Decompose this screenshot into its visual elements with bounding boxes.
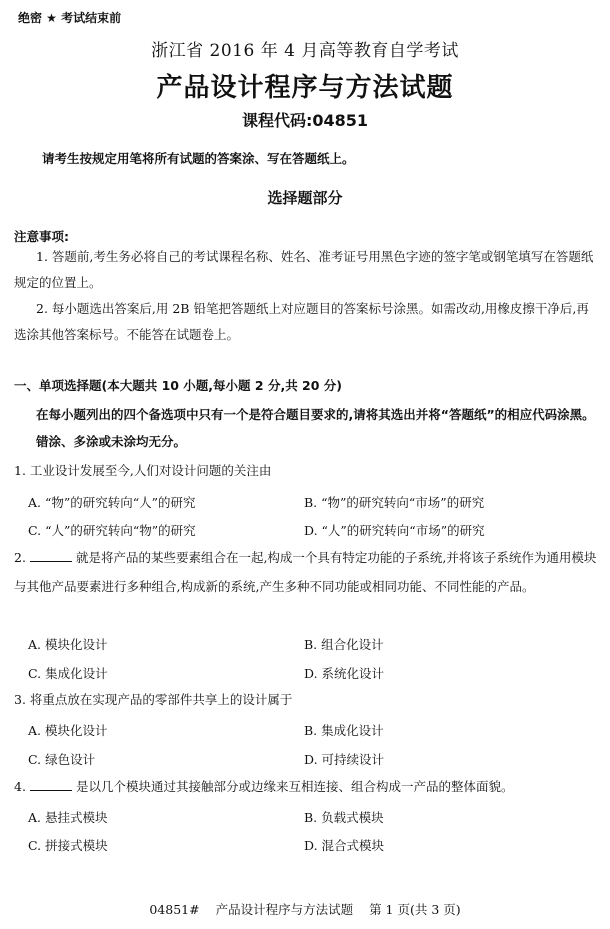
course-code: 课程代码:04851 bbox=[241, 111, 369, 130]
footer-page: 第 1 页(共 3 页) bbox=[369, 902, 461, 917]
section-title: 一、单项选择题(本大题共 10 小题,每小题 2 分,共 20 分) bbox=[14, 378, 343, 393]
question-2-option-b: B. 组合化设计 bbox=[304, 637, 384, 652]
question-1-option-c: C. “人”的研究转向“物”的研究 bbox=[28, 523, 196, 538]
question-2-option-d: D. 系统化设计 bbox=[304, 666, 385, 681]
question-4-stem bbox=[14, 772, 600, 801]
answer-blank bbox=[30, 778, 72, 791]
question-2-option-c: C. 集成化设计 bbox=[28, 666, 108, 681]
question-4-option-b: B. 负载式模块 bbox=[304, 810, 384, 825]
section-instruction: 在每小题列出的四个备选项中只有一个是符合题目要求的,请将其选出并将“答题纸”的相应代码涂黑。错涂、多涂或未涂均无分。 bbox=[36, 407, 595, 449]
question-4-number: 4. bbox=[14, 779, 26, 794]
question-3-option-d: D. 可持续设计 bbox=[304, 752, 385, 767]
question-1-option-a: A. “物”的研究转向“人”的研究 bbox=[28, 495, 196, 510]
question-1-stem: 1. 工业设计发展至今,人们对设计问题的关注由 bbox=[14, 463, 272, 478]
paper-title: 产品设计程序与方法试题 bbox=[156, 73, 454, 103]
question-4-option-d: D. 混合式模块 bbox=[304, 838, 385, 853]
question-2-option-a: A. 模块化设计 bbox=[28, 637, 108, 652]
footer-code: 04851# bbox=[149, 902, 200, 917]
exam-title: 浙江省 2016 年 4 月高等教育自学考试 bbox=[151, 41, 459, 61]
part-title: 选择题部分 bbox=[267, 189, 343, 207]
question-4-option-a: A. 悬挂式模块 bbox=[28, 810, 108, 825]
question-4-text: 是以几个模块通过其接触部分或边缘来互相连接、组合构成一产品的整体面貌。 bbox=[75, 779, 514, 794]
question-3-option-b: B. 集成化设计 bbox=[304, 723, 384, 738]
question-2-number: 2. bbox=[14, 550, 26, 565]
question-1-option-d: D. “人”的研究转向“市场”的研究 bbox=[304, 523, 485, 538]
secret-label: 绝密 ★ 考试结束前 bbox=[18, 11, 122, 25]
page-footer bbox=[0, 900, 610, 918]
answer-notice: 请考生按规定用笔将所有试题的答案涂、写在答题纸上。 bbox=[42, 151, 355, 166]
question-1-option-b: B. “物”的研究转向“市场”的研究 bbox=[304, 495, 485, 510]
question-3-option-a: A. 模块化设计 bbox=[28, 723, 108, 738]
attention-item-1: 1. 答题前,考生务必将自己的考试课程名称、姓名、准考证号用黑色字迹的签字笔或钢笔填写在答题纸规定的位置上。 bbox=[14, 249, 594, 290]
attention-title: 注意事项: bbox=[14, 229, 69, 244]
question-2-text: 就是将产品的某些要素组合在一起,构成一个具有特定功能的子系统,并将该子系统作为通用模块与其他产品要素进行多种组合,构成新的系统,产生多种不同功能或相同功能、不同性能的产品。 bbox=[14, 550, 597, 594]
question-3-stem: 3. 将重点放在实现产品的零部件共享上的设计属于 bbox=[14, 692, 293, 707]
footer-title: 产品设计程序与方法试题 bbox=[215, 902, 354, 917]
answer-blank bbox=[30, 549, 72, 562]
attention-item-2: 2. 每小题选出答案后,用 2B 铅笔把答题纸上对应题目的答案标号涂黑。如需改动,用橡皮擦干净后,再选涂其他答案标号。不能答在试题卷上。 bbox=[14, 301, 589, 342]
question-4-option-c: C. 拼接式模块 bbox=[28, 838, 108, 853]
question-3-option-c: C. 绿色设计 bbox=[28, 752, 96, 767]
question-2-stem bbox=[14, 543, 600, 601]
